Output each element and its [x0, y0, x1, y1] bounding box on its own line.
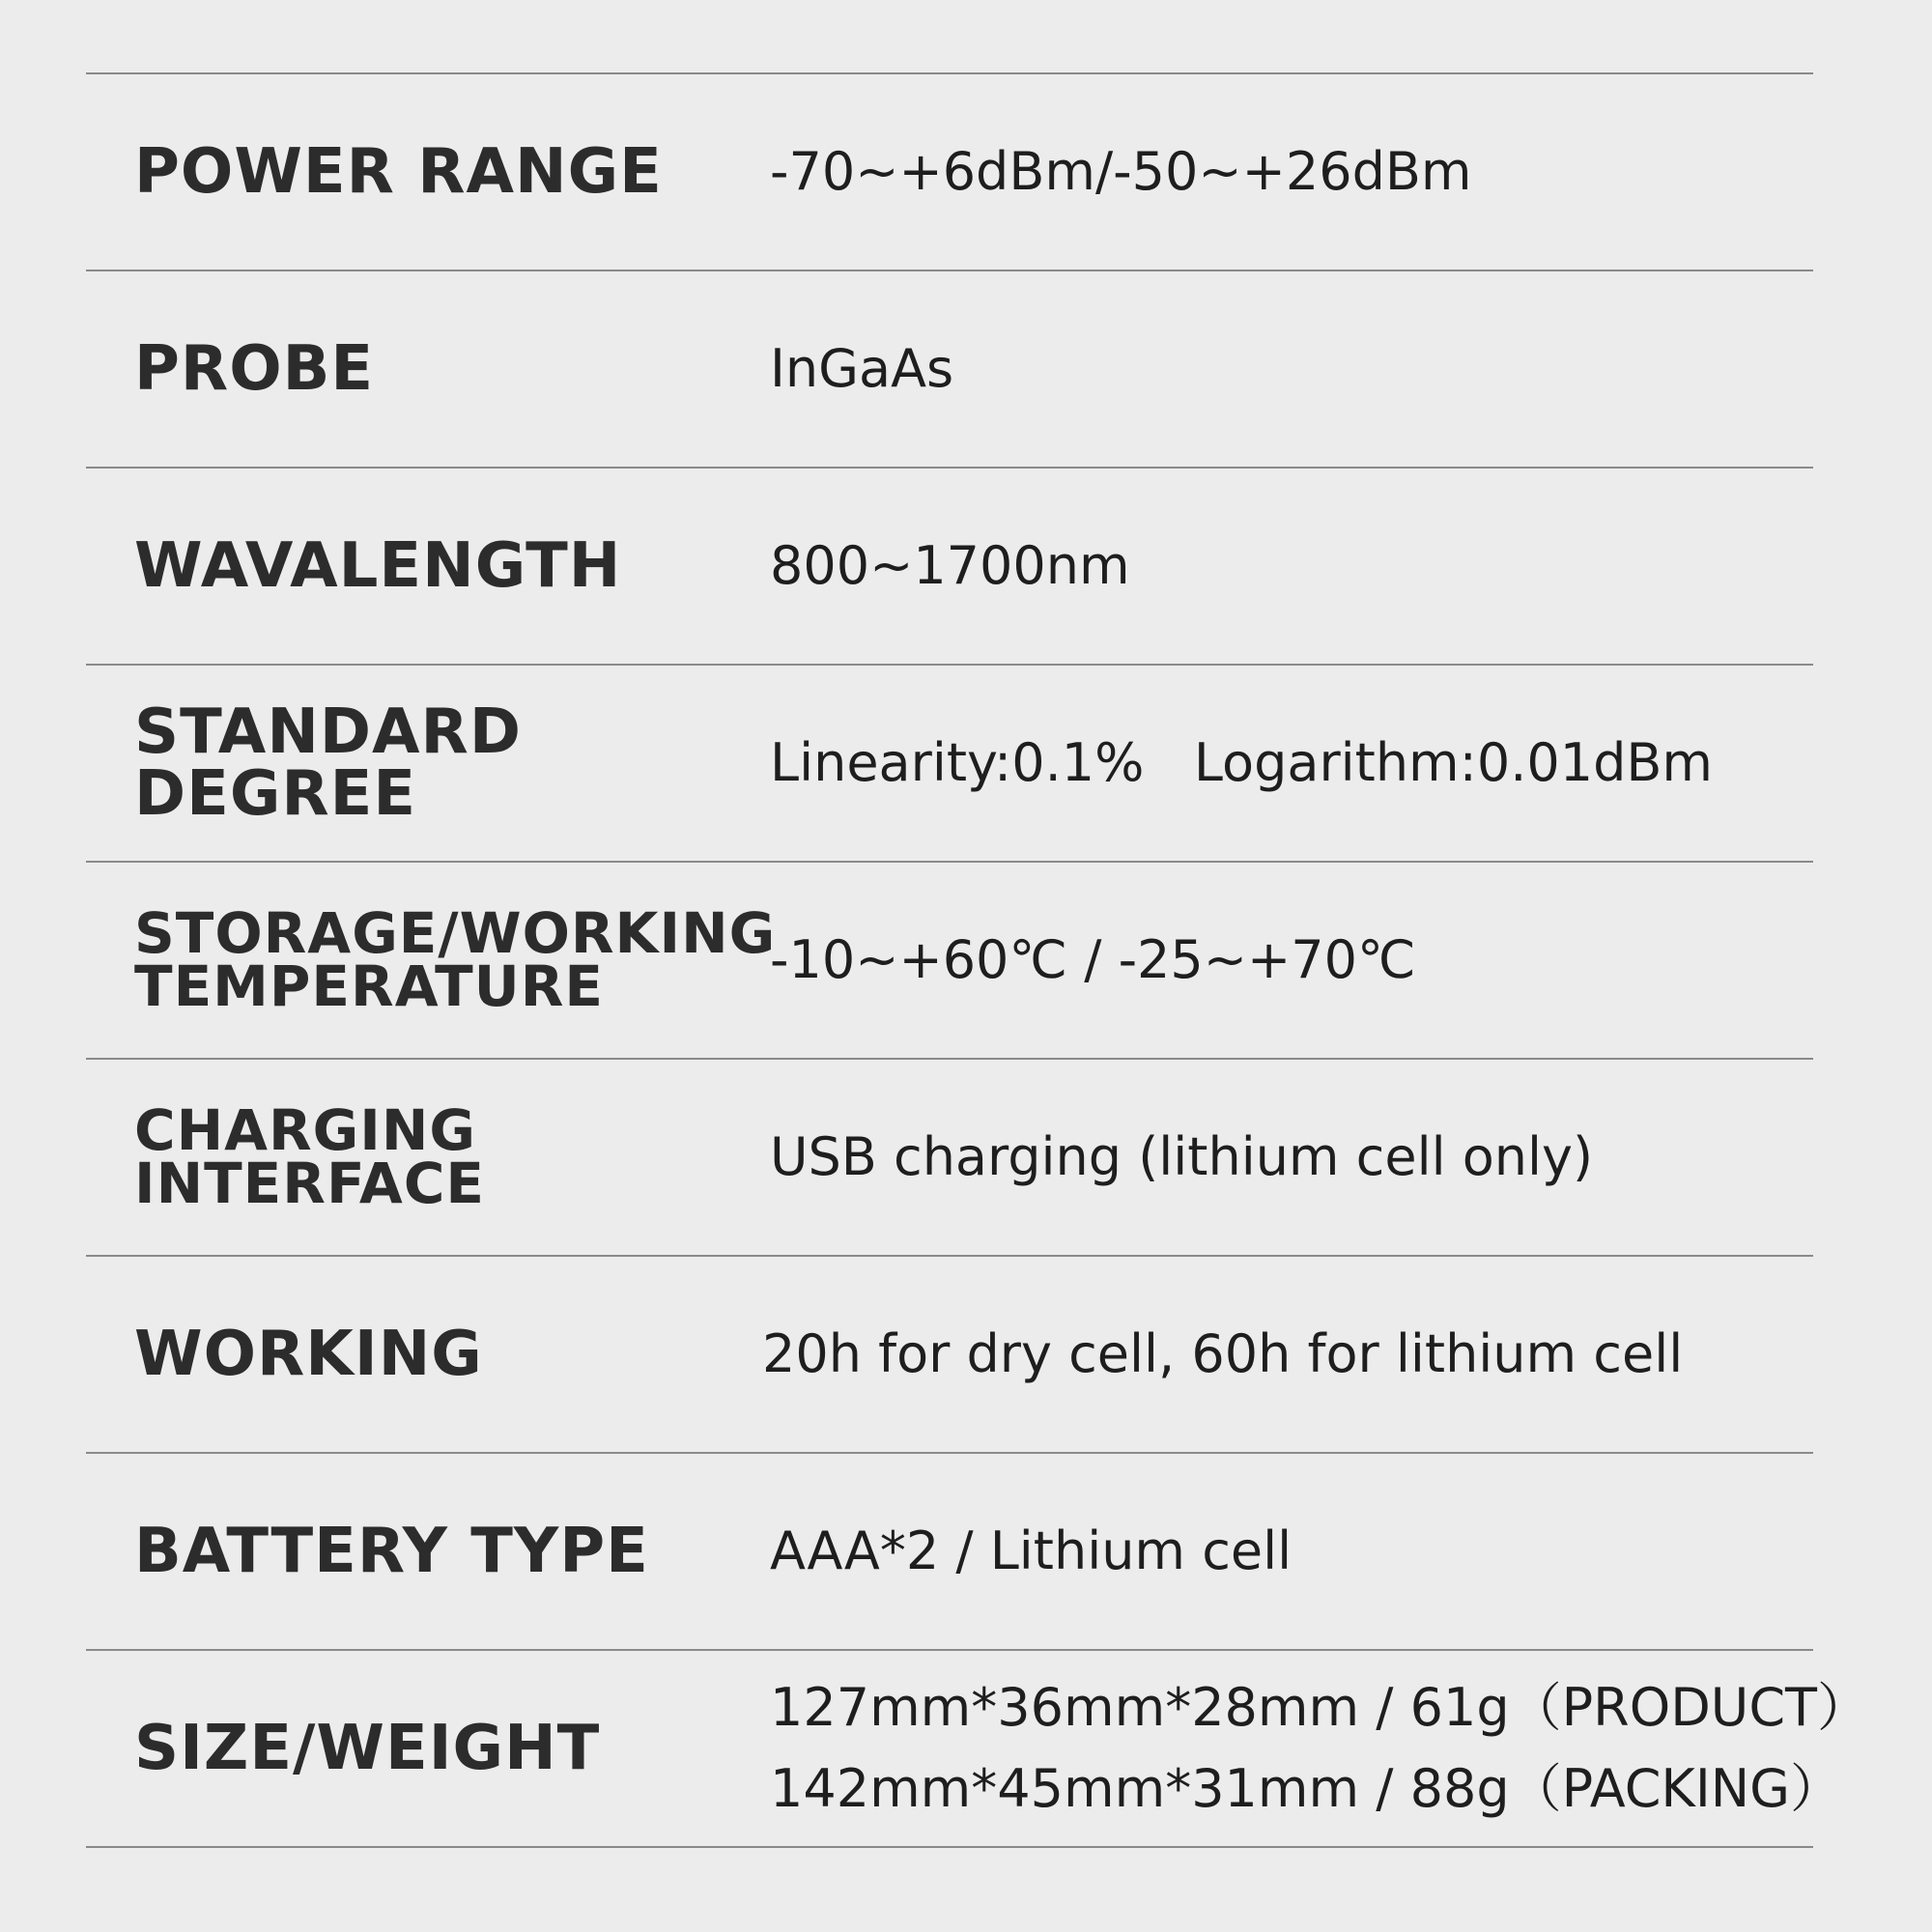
spec-label-line: TEMPERATURE: [134, 953, 605, 1019]
spec-label-line: POWER RANGE: [134, 136, 663, 208]
spec-label: [134, 469, 753, 664]
spec-label-line: INTERFACE: [134, 1151, 486, 1216]
spec-label: [134, 863, 777, 1058]
spec-value-line: 800~1700nm: [770, 535, 1130, 597]
spec-label-line: DEGREE: [134, 758, 417, 830]
spec-value: [770, 469, 1852, 664]
spec-value-line: InGaAs: [770, 338, 954, 400]
spec-label-line: BATTERY TYPE: [134, 1516, 649, 1587]
spec-row-temperature: [86, 863, 1813, 1060]
spec-label-line: SIZE/WEIGHT: [134, 1713, 601, 1784]
spec-value-line: 20h for dry cell, 60h for lithium cell: [762, 1323, 1684, 1385]
spec-value-line: 142mm*45mm*31mm / 88g（PACKING）: [770, 1758, 1843, 1819]
spec-label: [134, 74, 753, 270]
spec-label: [134, 271, 753, 467]
spec-row-standard-degree: [86, 666, 1813, 863]
spec-label-line: WORKING: [134, 1319, 483, 1390]
spec-row-power-range: [86, 74, 1813, 271]
spec-label: [134, 1454, 753, 1649]
spec-value-line: Linearity:0.1% Logarithm:0.01dBm: [770, 732, 1714, 794]
spec-table: [86, 72, 1870, 1848]
spec-row-battery-type: [86, 1454, 1813, 1651]
spec-label: [134, 1060, 753, 1255]
spec-value: [770, 863, 1852, 1058]
spec-value: [770, 74, 1852, 270]
spec-value: [770, 666, 1852, 861]
spec-label-line: STANDARD: [134, 696, 522, 768]
spec-value-line: 127mm*36mm*28mm / 61g（PRODUCT）: [770, 1677, 1870, 1739]
spec-row-working: [86, 1257, 1813, 1454]
spec-label-line: STORAGE/WORKING: [134, 899, 777, 966]
spec-label: [134, 666, 753, 861]
spec-row-charging-interface: [86, 1060, 1813, 1257]
spec-value: [770, 1454, 1852, 1649]
spec-label-line: CHARGING: [134, 1096, 476, 1163]
spec-value: [770, 1060, 1852, 1255]
spec-value: [762, 1257, 1852, 1452]
spec-label-line: PROBE: [134, 333, 375, 405]
spec-value-line: USB charging (lithium cell only): [770, 1126, 1594, 1188]
spec-row-size-weight: [86, 1651, 1870, 1848]
spec-label-line: WAVALENGTH: [134, 530, 622, 602]
spec-value-line: -10~+60℃ / -25~+70℃: [770, 929, 1416, 991]
spec-value-line: AAA*2 / Lithium cell: [770, 1520, 1293, 1582]
spec-value: [770, 271, 1852, 467]
spec-row-probe: [86, 271, 1813, 469]
spec-row-wavelength: [86, 469, 1813, 666]
spec-value-line: -70~+6dBm/-50~+26dBm: [770, 141, 1472, 203]
spec-value: [770, 1651, 1870, 1846]
spec-label: [134, 1651, 753, 1846]
spec-label: [134, 1257, 753, 1452]
